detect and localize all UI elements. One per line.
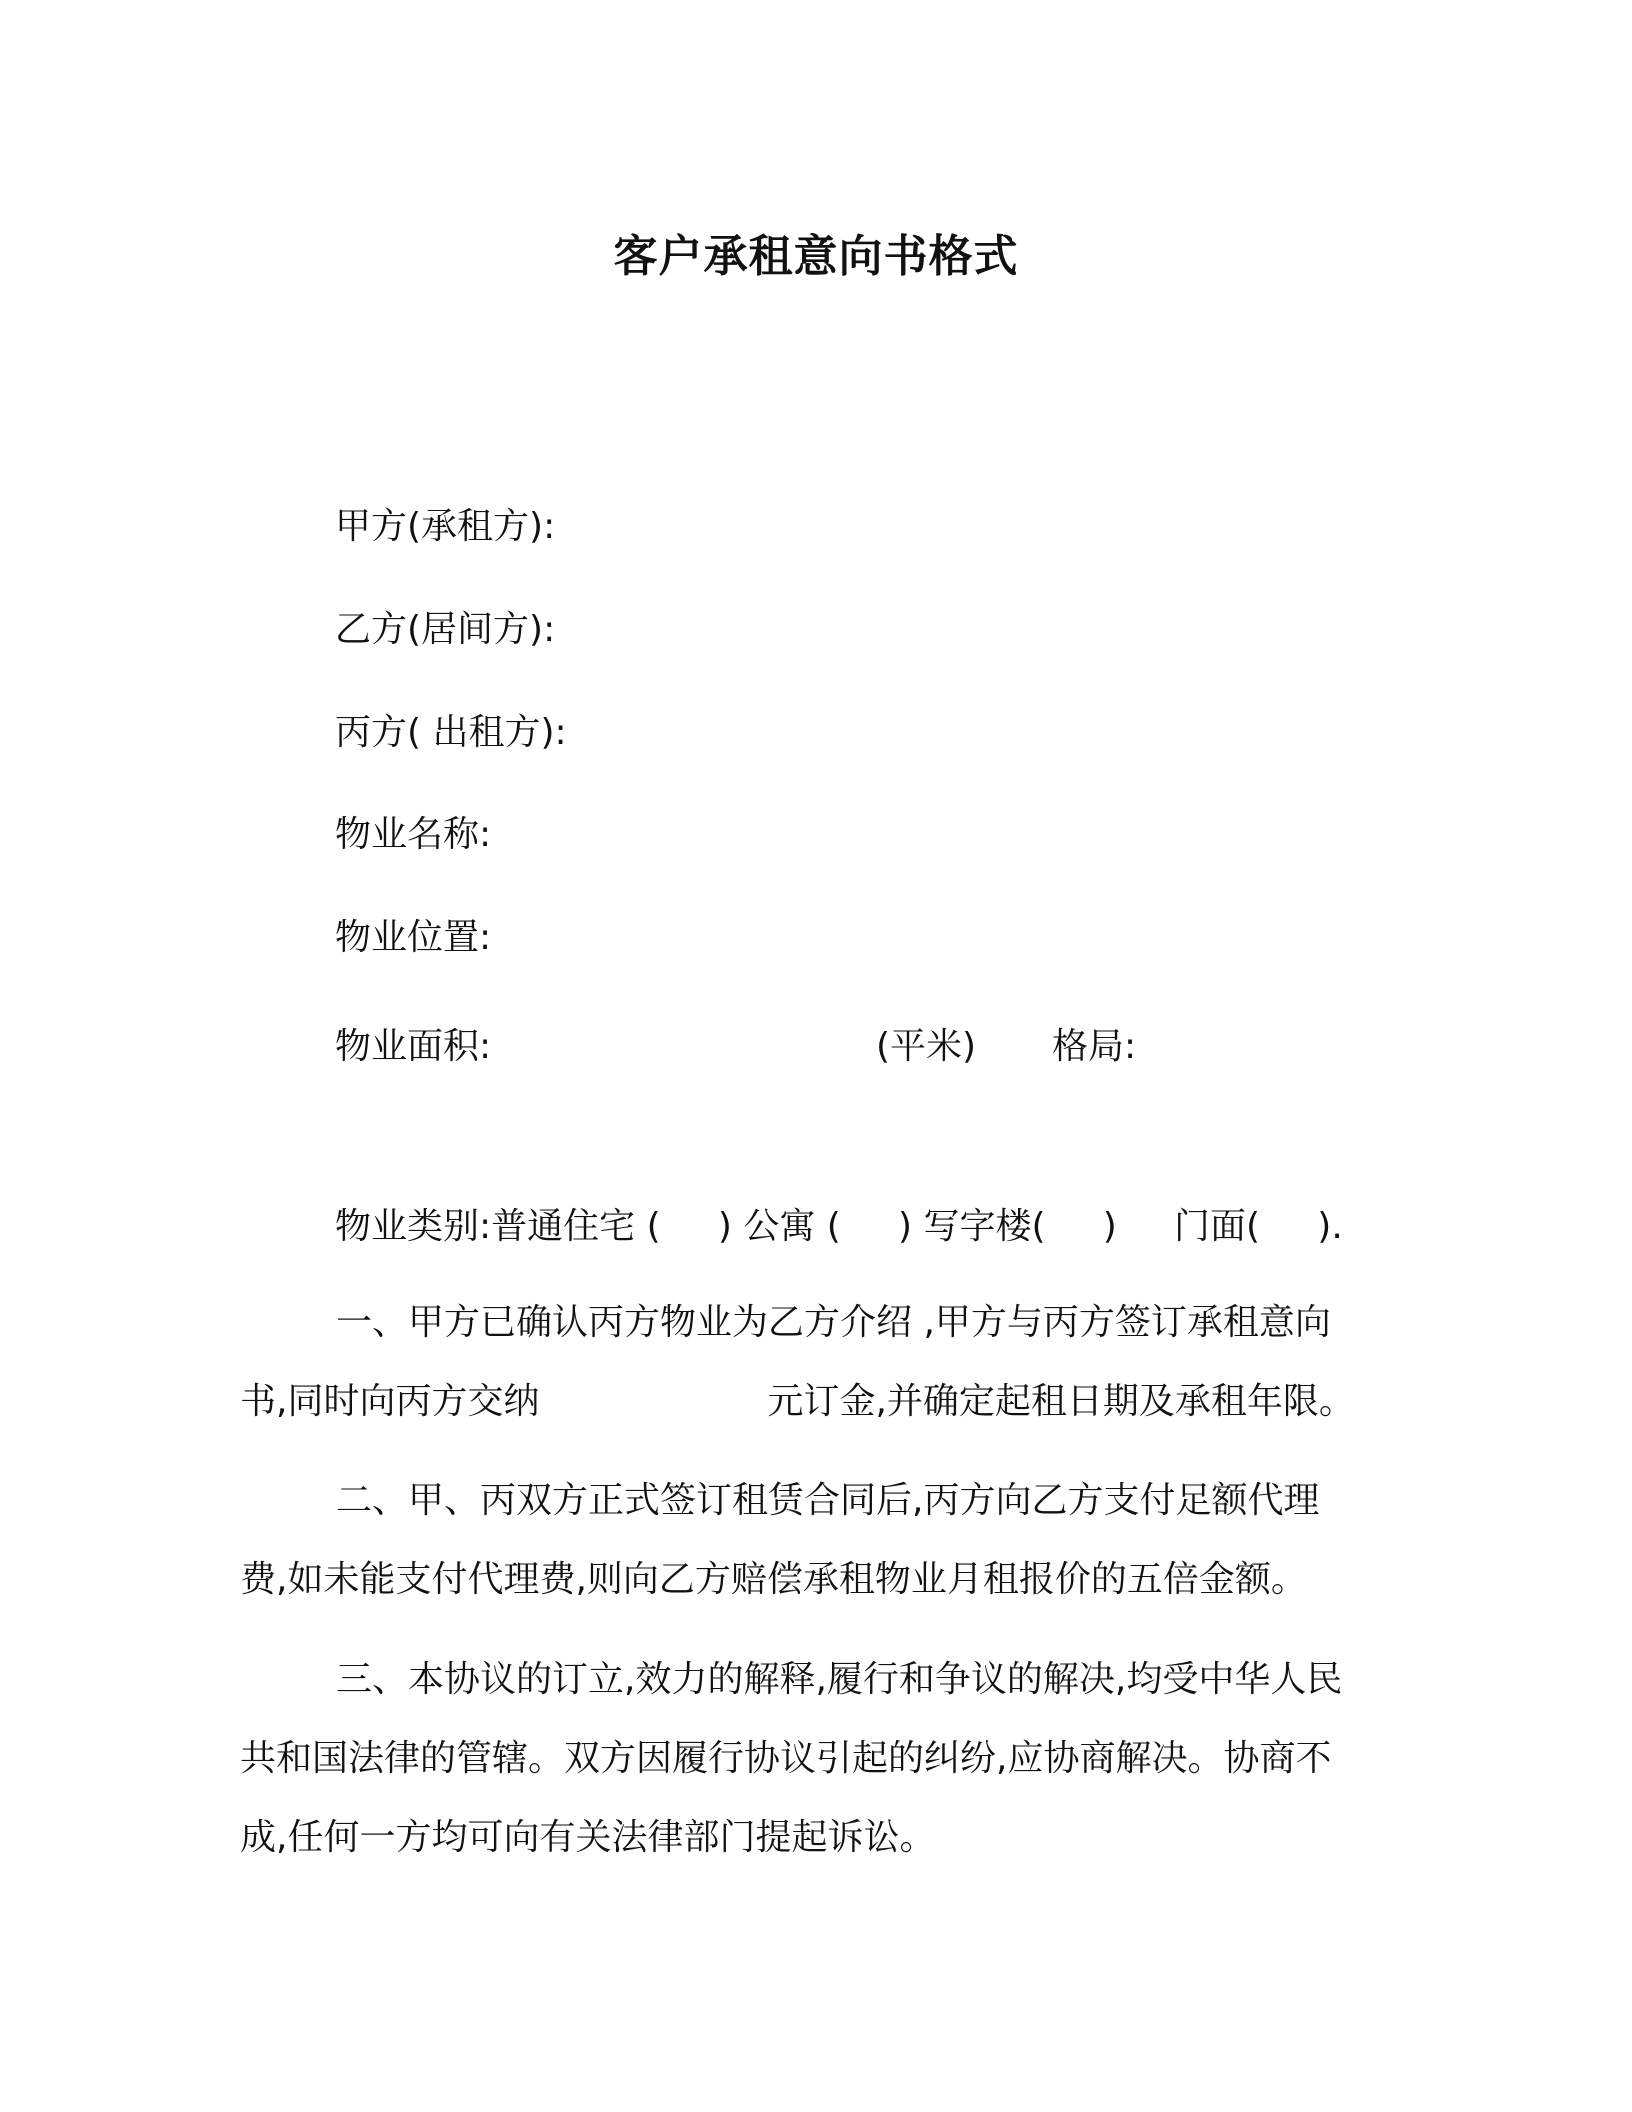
party-c-label: 丙方( 出租方): xyxy=(335,712,567,753)
property-type-label: 物业类别:普通住宅 ( ) 公寓 ( ) 写字楼( ) 门面( ). xyxy=(335,1206,1343,1247)
document-title: 客户承租意向书格式 xyxy=(613,231,1019,282)
area-unit-label: (平米) xyxy=(876,1026,977,1067)
clause-three-line-3: 成,任何一方均可向有关法律部门提起诉讼。 xyxy=(240,1817,936,1858)
clause-one-line-2 xyxy=(240,1362,1370,1441)
clause-one-line-2-start: 书,同时向丙方交纳 xyxy=(240,1381,540,1422)
clause-three-line-1: 三、本协议的订立,效力的解释,履行和争议的解决,均受中华人民 xyxy=(336,1659,1343,1700)
clause-two-line-2: 费,如未能支付代理费,则向乙方赔偿承租物业月租报价的五倍金额。 xyxy=(240,1559,1307,1600)
property-name-label: 物业名称: xyxy=(335,814,492,855)
party-a-label: 甲方(承租方): xyxy=(335,506,556,547)
clause-two xyxy=(240,1461,1370,1619)
clause-three-line-2: 共和国法律的管辖。双方因履行协议引起的纠纷,应协商解决。协商不 xyxy=(240,1738,1332,1779)
clause-one-line-2-end: 元订金,并确定起租日期及承租年限。 xyxy=(767,1381,1355,1422)
property-area-label: 物业面积: xyxy=(335,1026,492,1067)
property-location-label: 物业位置: xyxy=(335,917,492,958)
clause-one xyxy=(240,1283,1370,1441)
clause-two-line-1: 二、甲、丙双方正式签订租赁合同后,丙方向乙方支付足额代理 xyxy=(336,1480,1320,1521)
party-b-label: 乙方(居间方): xyxy=(335,609,556,650)
clause-one-line-1: 一、甲方已确认丙方物业为乙方介绍 ,甲方与丙方签订承租意向 xyxy=(336,1302,1331,1343)
clause-three xyxy=(240,1640,1370,1877)
layout-label: 格局: xyxy=(1052,1026,1137,1067)
